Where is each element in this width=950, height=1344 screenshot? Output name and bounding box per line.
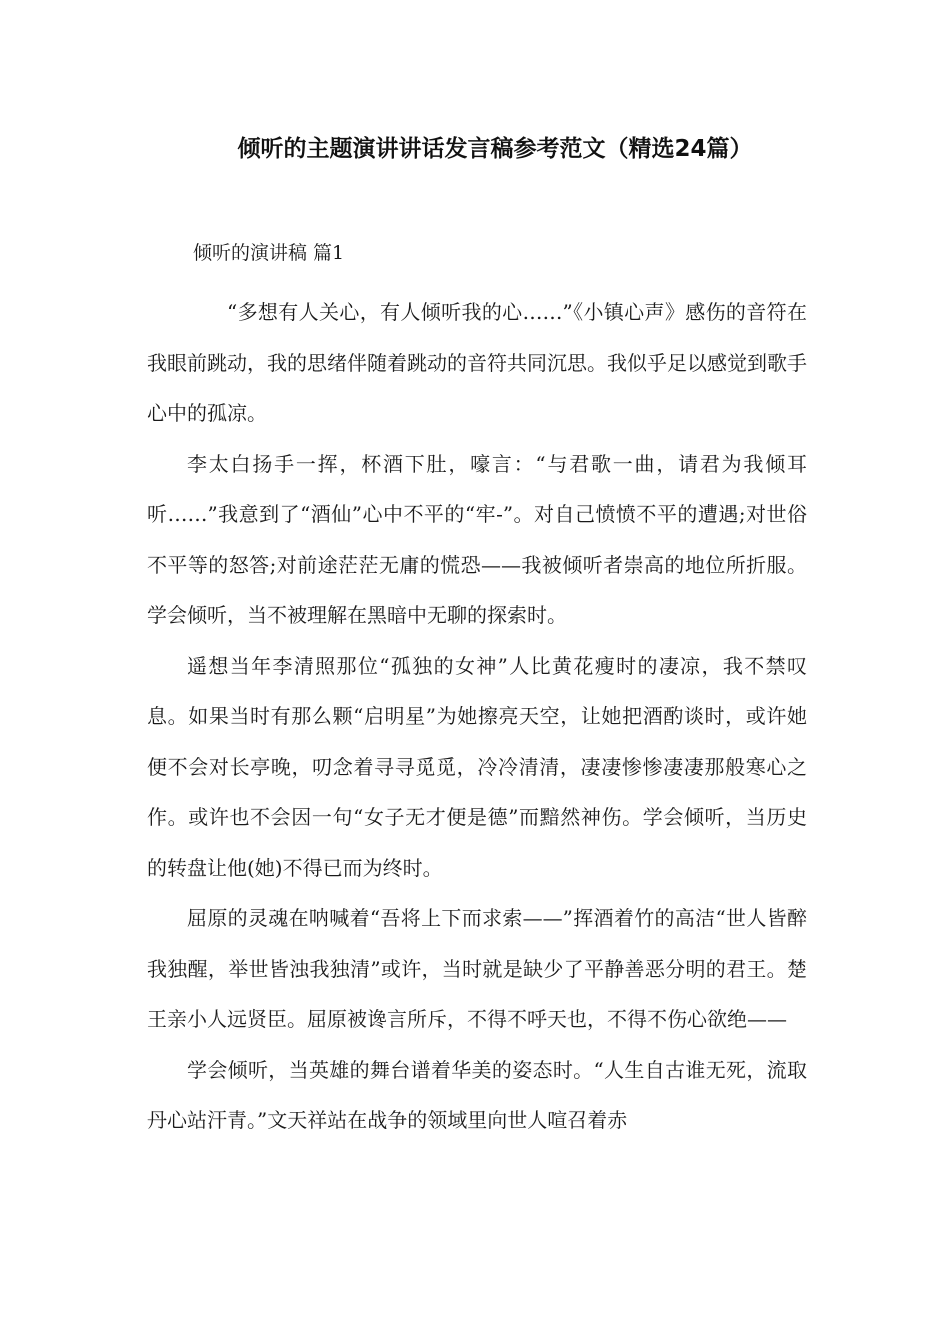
paragraph-2: 李太白扬手一挥，杯酒下肚，嚎言：“与君歌一曲，请君为我倾耳听……”我意到了“酒仙”心中不平的“牢-”。对自己愤愤不平的遭遇;对世俗不平等的怒答;对前途茫茫无庸的慌恐——我被倾听者崇高的地位所折服。学会倾听，当不被理解在黑暗中无聊的探索时。 <box>147 451 807 627</box>
document-body <box>147 287 807 1146</box>
paragraph-1: “多想有人关心，有人倾听我的心……”《小镇心声》感伤的音符在我眼前跳动，我的思绪伴随着跳动的音符共同沉思。我似乎足以感觉到歌手心中的孤凉。 <box>147 300 807 425</box>
paragraph-3: 遥想当年李清照那位“孤独的女神”人比黄花瘦时的凄凉，我不禁叹息。如果当时有那么颗“启明星”为她擦亮天空，让她把酒酌谈时，或许她便不会对长亭晚，叨念着寻寻觅觅，冷冷清清，凄凄惨惨凄凄那般寒心之作。或许也不会因一句“女子无才便是德”而黯然神伤。学会倾听，当历史的转盘让他(她)不得已而为终时。 <box>147 653 807 880</box>
paragraph-4: 屈原的灵魂在呐喊着“吾将上下而求索——”挥酒着竹的高洁“世人皆醉我独醒，举世皆浊我独清”或许，当时就是缺少了平静善恶分明的君王。楚王亲小人远贤臣。屈原被谗言所斥，不得不呼天也，不得不伤心欲绝—— <box>147 906 807 1031</box>
paragraph-5: 学会倾听，当英雄的舞台谱着华美的姿态时。“人生自古谁无死，流取丹心站汗青。”文天祥站在战争的领域里向世人喧召着赤 <box>147 1057 807 1132</box>
section-heading: 倾听的演讲稿 篇1 <box>193 242 345 264</box>
document-title: 倾听的主题演讲讲话发言稿参考范文（精选24篇） <box>237 136 753 162</box>
